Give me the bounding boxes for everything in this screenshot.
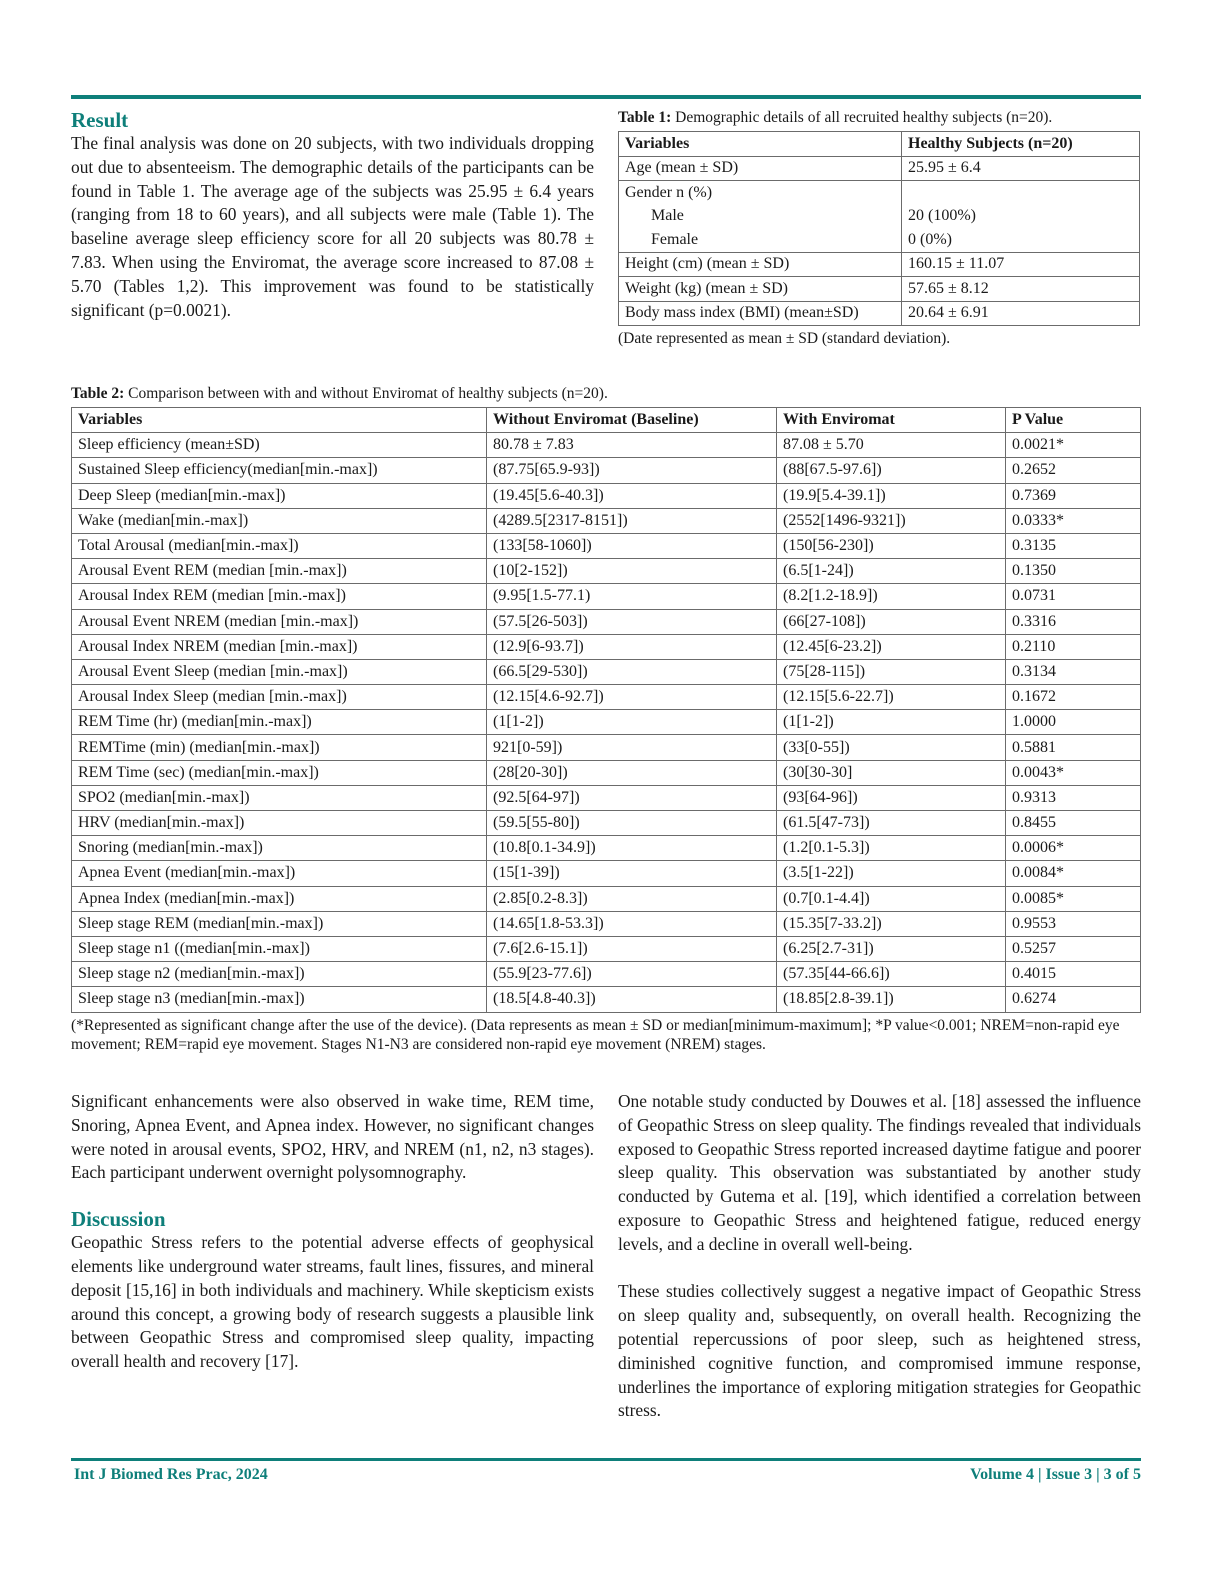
- table-row: Sleep stage n3 (median[min.-max]) (18.5[4.8-40.3]) (18.85[2.8-39.1]) 0.6274: [72, 987, 1141, 1012]
- table-row: Wake (median[min.-max]) (4289.5[2317-8151]) (2552[1496-9321]) 0.0333*: [72, 508, 1141, 533]
- table-row: REM Time (hr) (median[min.-max]) (1[1-2]) (1[1-2]) 1.0000: [72, 710, 1141, 735]
- table-row: Body mass index (BMI) (mean±SD) 20.64 ± 6.91: [619, 301, 1140, 326]
- conclusion-paragraph: These studies collectively suggest a negative impact of Geopathic Stress on sleep quality and, subsequently, on overall health. Recognizing the potential repercussions of poor sleep, such as heightened stress, diminished cognitive function, and compromised immune response, underlines the importance of exploring mitigation strategies for Geopathic stress.: [618, 1281, 1141, 1421]
- table-row: Female 0 (0%): [619, 228, 1140, 252]
- table-row: HRV (median[min.-max]) (59.5[55-80]) (61.5[47-73]) 0.8455: [72, 811, 1141, 836]
- table-row: Arousal Event Sleep (median [min.-max]) (66.5[29-530]) (75[28-115]) 0.3134: [72, 659, 1141, 684]
- table-row: SPO2 (median[min.-max]) (92.5[64-97]) (93[64-96]) 0.9313: [72, 785, 1141, 810]
- results-continued-paragraph: Significant enhancements were also observed in wake time, REM time, Snoring, Apnea Event, and Apnea index. However, no significant changes were noted in arousal events, SPO2, HRV, and NREM (n1, n2, n3 stages). Each participant underwent overnight polysomnography.: [71, 1091, 594, 1183]
- table-row: Height (cm) (mean ± SD) 160.15 ± 11.07: [619, 252, 1140, 277]
- table-header-row: Variables Without Enviromat (Baseline) With Enviromat P Value: [72, 408, 1141, 433]
- table-row: Arousal Event REM (median [min.-max]) (10[2-152]) (6.5[1-24]) 0.1350: [72, 559, 1141, 584]
- table-row: Sleep stage REM (median[min.-max]) (14.65[1.8-53.3]) (15.35[7-33.2]) 0.9553: [72, 911, 1141, 936]
- table1-note: (Date represented as mean ± SD (standard deviation).: [618, 330, 951, 347]
- table-row: REMTime (min) (median[min.-max]) 921[0-59]) (33[0-55]) 0.5881: [72, 735, 1141, 760]
- table-row: Arousal Index REM (median [min.-max]) (9.95[1.5-77.1) (8.2[1.2-18.9]) 0.0731: [72, 584, 1141, 609]
- table-row: Arousal Event NREM (median [min.-max]) (57.5[26-503]) (66[27-108]) 0.3316: [72, 609, 1141, 634]
- table-row: Male 20 (100%): [619, 205, 1140, 229]
- table2-footnote: (*Represented as significant change after the use of the device). (Data represents as mean ± SD or median[minimum-maximum]; *P value<0.001; NREM=non-rapid eye movement; REM=rapid eye movement. Stages N1-N3 are considered non-rapid eye movement (NREM) stages.: [71, 1016, 1120, 1053]
- table-header-row: Variables Healthy Subjects (n=20): [619, 132, 1140, 157]
- table-row: Gender n (%): [619, 181, 1140, 205]
- footer-issue: Volume 4 | Issue 3 | 3 of 5: [970, 1466, 1141, 1483]
- table1-block: [618, 108, 1141, 349]
- table-row: Sustained Sleep efficiency(median[min.-max]) (87.75[65.9-93]) (88[67.5-97.6]) 0.2652: [72, 458, 1141, 483]
- table2-caption: Table 2: Comparison between with and without Enviromat of healthy subjects (n=20).: [71, 385, 608, 402]
- table-row: Apnea Index (median[min.-max]) (2.85[0.2-8.3]) (0.7[0.1-4.4]) 0.0085*: [72, 886, 1141, 911]
- table-row: Arousal Index Sleep (median [min.-max]) (12.15[4.6-92.7]) (12.15[5.6-22.7]) 0.1672: [72, 685, 1141, 710]
- table-row: Age (mean ± SD) 25.95 ± 6.4: [619, 156, 1140, 181]
- table-row: Sleep stage n2 (median[min.-max]) (55.9[23-77.6]) (57.35[44-66.6]) 0.4015: [72, 962, 1141, 987]
- table-row: Sleep efficiency (mean±SD) 80.78 ± 7.83 87.08 ± 5.70 0.0021*: [72, 433, 1141, 458]
- table-row: Deep Sleep (median[min.-max]) (19.45[5.6-40.3]) (19.9[5.4-39.1]) 0.7369: [72, 483, 1141, 508]
- right-column: [618, 1090, 1141, 1423]
- douwes-study-paragraph: One notable study conducted by Douwes et al. [18] assessed the influence of Geopathic Stress on sleep quality. The findings revealed that individuals exposed to Geopathic Stress reported increased daytime fatigue and poorer sleep quality. This observation was substantiated by another study conducted by Gutema et al. [19], which identified a correlation between exposure to Geopathic Stress and heightened fatigue, reduced energy levels, and a decline in overall well-being.: [618, 1091, 1141, 1254]
- table2: [71, 407, 1141, 1013]
- left-column: [71, 1090, 594, 1374]
- table2-block: [71, 384, 1141, 1054]
- discussion-paragraph: Geopathic Stress refers to the potential adverse effects of geophysical elements like underground water streams, fault lines, fissures, and mineral deposit [15,16] in both individuals and machinery. While skepticism exists around this concept, a growing body of research suggests a plausible link between Geopathic Stress and compromised sleep quality, impacting overall health and recovery [17].: [71, 1232, 594, 1372]
- table-row: Apnea Event (median[min.-max]) (15[1-39]) (3.5[1-22]) 0.0084*: [72, 861, 1141, 886]
- table-row: REM Time (sec) (median[min.-max]) (28[20-30]) (30[30-30] 0.0043*: [72, 760, 1141, 785]
- table-row: Weight (kg) (mean ± SD) 57.65 ± 8.12: [619, 277, 1140, 302]
- header-rule: [71, 95, 1141, 99]
- result-heading: Result: [71, 108, 129, 132]
- table-row: Sleep stage n1 ((median[min.-max]) (7.6[2.6-15.1]) (6.25[2.7-31]) 0.5257: [72, 936, 1141, 961]
- footer-journal: Int J Biomed Res Prac, 2024: [74, 1466, 268, 1483]
- table-row: Snoring (median[min.-max]) (10.8[0.1-34.9]) (1.2[0.1-5.3]) 0.0006*: [72, 836, 1141, 861]
- footer-rule: [71, 1458, 1141, 1461]
- result-section: [71, 108, 594, 322]
- table1-caption: Table 1: Demographic details of all recruited healthy subjects (n=20).: [618, 109, 1053, 126]
- table-row: Arousal Index NREM (median [min.-max]) (12.9[6-93.7]) (12.45[6-23.2]) 0.2110: [72, 634, 1141, 659]
- discussion-heading: Discussion: [71, 1207, 166, 1232]
- table-row: Total Arousal (median[min.-max]) (133[58-1060]) (150[56-230]) 0.3135: [72, 533, 1141, 558]
- result-paragraph: The final analysis was done on 20 subjects, with two individuals dropping out due to absenteeism. The demographic details of the participants can be found in Table 1. The average age of the subjects was 25.95 ± 6.4 years (ranging from 18 to 60 years), and all subjects were male (Table 1). The baseline average sleep efficiency score for all 20 subjects was 80.78 ± 7.83. When using the Enviromat, the average score increased to 87.08 ± 5.70 (Tables 1,2). This improvement was found to be statistically significant (p=0.0021).: [71, 133, 594, 320]
- table2-body: [72, 433, 1141, 1012]
- table1: [618, 131, 1140, 326]
